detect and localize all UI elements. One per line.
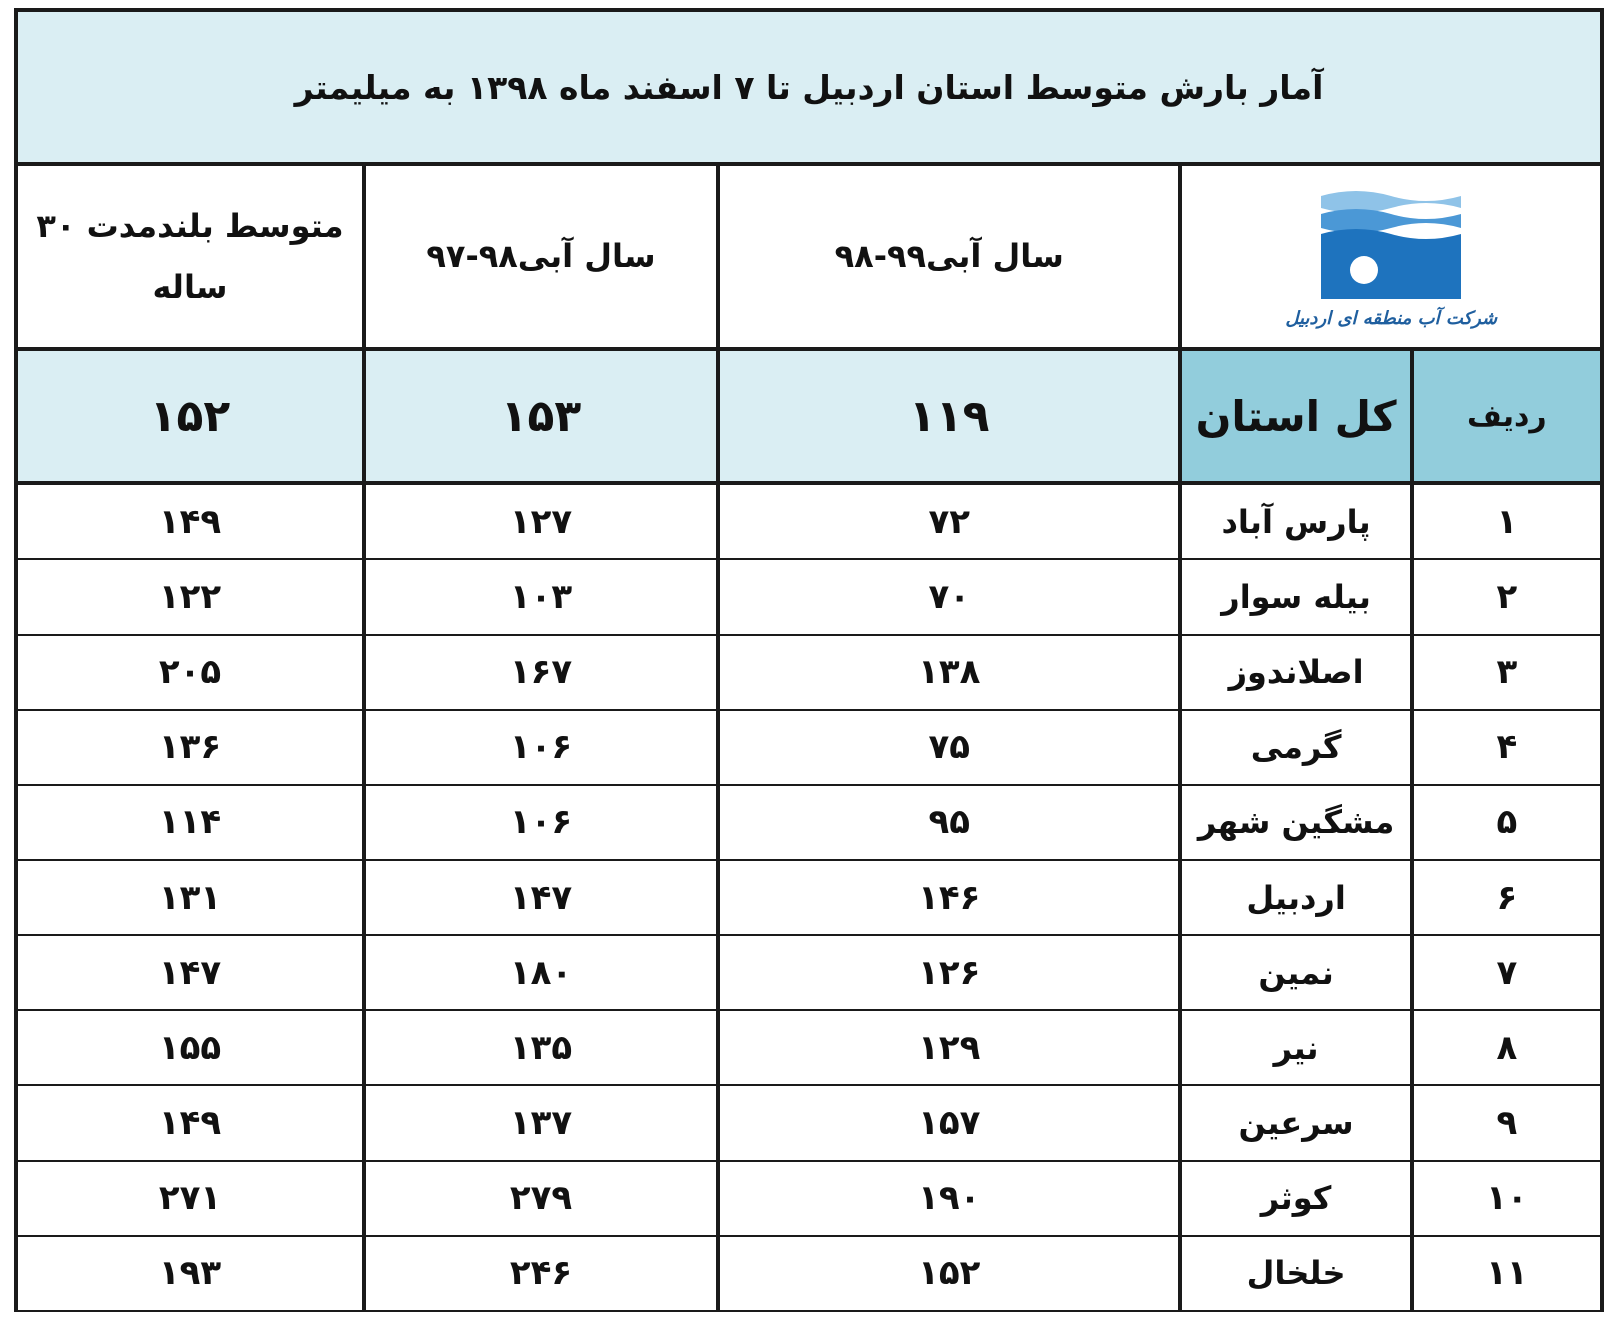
value-long-term: ۱۳۶	[16, 710, 364, 785]
value-long-term: ۱۴۹	[16, 1085, 364, 1160]
row-index: ۲	[1412, 559, 1602, 634]
table-row	[16, 483, 1602, 559]
value-long-term: ۱۴۹	[16, 483, 364, 559]
value-previous: ۱۳۵	[364, 1010, 718, 1085]
row-index: ۶	[1412, 860, 1602, 935]
city-name: اردبیل	[1180, 860, 1411, 935]
row-index: ۵	[1412, 785, 1602, 860]
total-current: ۱۱۹	[718, 349, 1180, 483]
table-row	[16, 1236, 1602, 1311]
table-row	[16, 1085, 1602, 1160]
value-long-term: ۲۰۵	[16, 635, 364, 710]
total-row	[16, 349, 1602, 483]
value-current: ۷۲	[718, 483, 1180, 559]
table-row	[16, 1161, 1602, 1236]
value-current: ۱۲۶	[718, 935, 1180, 1010]
value-previous: ۱۸۰	[364, 935, 718, 1010]
city-name: بیله سوار	[1180, 559, 1411, 634]
value-previous: ۱۶۷	[364, 635, 718, 710]
total-label: کل استان	[1180, 349, 1411, 483]
rainfall-table	[14, 8, 1604, 1312]
row-index: ۱۱	[1412, 1236, 1602, 1311]
logo-cell	[1180, 164, 1602, 349]
value-long-term: ۱۴۷	[16, 935, 364, 1010]
value-long-term: ۱۹۳	[16, 1236, 364, 1311]
value-previous: ۱۰۳	[364, 559, 718, 634]
value-previous: ۲۷۹	[364, 1161, 718, 1236]
total-previous: ۱۵۳	[364, 349, 718, 483]
row-index: ۷	[1412, 935, 1602, 1010]
value-long-term: ۱۳۱	[16, 860, 364, 935]
row-index: ۱	[1412, 483, 1602, 559]
value-current: ۷۰	[718, 559, 1180, 634]
table-row	[16, 860, 1602, 935]
table-row	[16, 635, 1602, 710]
value-long-term: ۱۱۴	[16, 785, 364, 860]
value-previous: ۲۴۶	[364, 1236, 718, 1311]
value-current: ۱۳۸	[718, 635, 1180, 710]
value-long-term: ۱۵۵	[16, 1010, 364, 1085]
value-current: ۹۵	[718, 785, 1180, 860]
city-name: پارس آباد	[1180, 483, 1411, 559]
value-long-term: ۱۲۲	[16, 559, 364, 634]
header-long-term: متوسط بلندمدت ۳۰ ساله	[16, 164, 364, 349]
value-current: ۷۵	[718, 710, 1180, 785]
value-previous: ۱۲۷	[364, 483, 718, 559]
value-previous: ۱۳۷	[364, 1085, 718, 1160]
row-index: ۸	[1412, 1010, 1602, 1085]
table-row	[16, 710, 1602, 785]
value-previous: ۱۰۶	[364, 785, 718, 860]
table-row	[16, 785, 1602, 860]
row-index: ۱۰	[1412, 1161, 1602, 1236]
value-current: ۱۵۲	[718, 1236, 1180, 1311]
table-row	[16, 935, 1602, 1010]
total-long-term: ۱۵۲	[16, 349, 364, 483]
title-row	[16, 10, 1602, 164]
table-row	[16, 559, 1602, 634]
rainfall-table-sheet	[14, 8, 1604, 1312]
row-index: ۴	[1412, 710, 1602, 785]
city-name: نیر	[1180, 1010, 1411, 1085]
header-row	[16, 164, 1602, 349]
value-current: ۱۹۰	[718, 1161, 1180, 1236]
city-name: خلخال	[1180, 1236, 1411, 1311]
city-name: مشگین شهر	[1180, 785, 1411, 860]
city-name: نمین	[1180, 935, 1411, 1010]
value-current: ۱۲۹	[718, 1010, 1180, 1085]
city-name: سرعین	[1180, 1085, 1411, 1160]
header-year-previous: سال آبی۹۸-۹۷	[364, 164, 718, 349]
city-name: گرمی	[1180, 710, 1411, 785]
city-name: اصلاندوز	[1180, 635, 1411, 710]
city-name: کوثر	[1180, 1161, 1411, 1236]
value-current: ۱۵۷	[718, 1085, 1180, 1160]
logo-caption: شرکت آب منطقه ای اردبیل	[1285, 307, 1498, 329]
value-previous: ۱۴۷	[364, 860, 718, 935]
value-long-term: ۲۷۱	[16, 1161, 364, 1236]
row-index: ۳	[1412, 635, 1602, 710]
index-header: ردیف	[1412, 349, 1602, 483]
row-index: ۹	[1412, 1085, 1602, 1160]
value-current: ۱۴۶	[718, 860, 1180, 935]
table-title: آمار بارش متوسط استان اردبیل تا ۷ اسفند ماه ۱۳۹۸ به میلیمتر	[16, 10, 1602, 164]
water-wave-logo-icon	[1316, 184, 1466, 304]
table-row	[16, 1010, 1602, 1085]
value-previous: ۱۰۶	[364, 710, 718, 785]
header-year-current: سال آبی۹۹-۹۸	[718, 164, 1180, 349]
